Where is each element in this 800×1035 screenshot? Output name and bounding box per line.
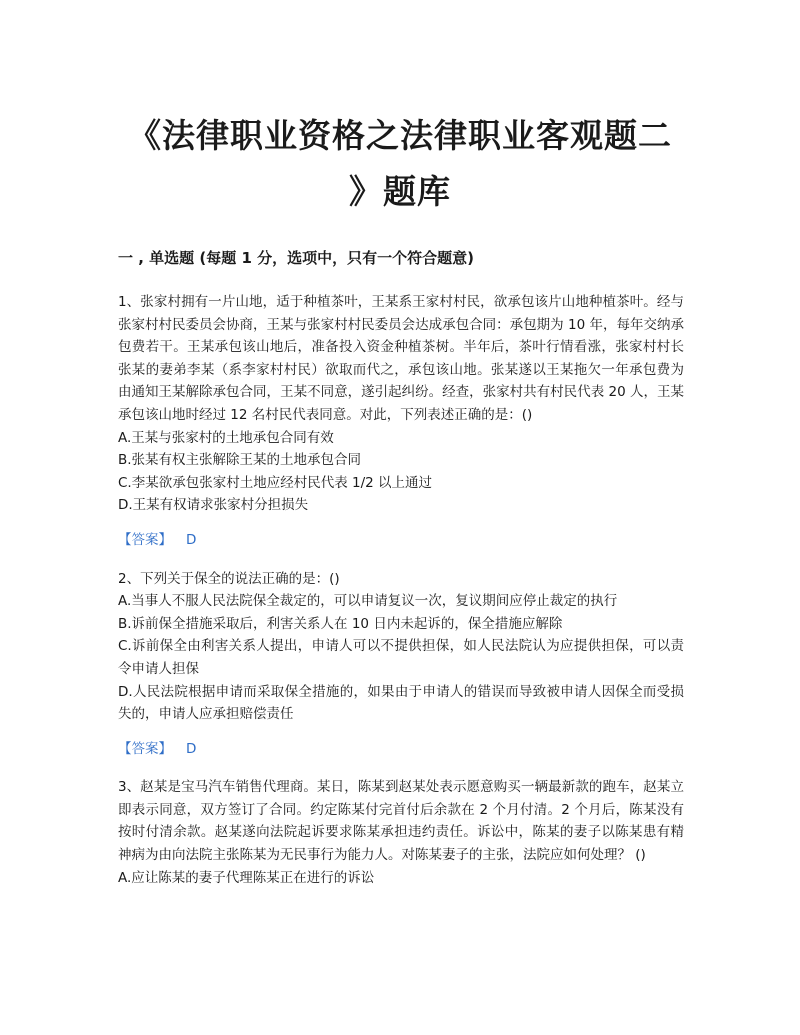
question-1 [118,291,684,552]
question-2 [118,568,684,761]
option-b: B.诉前保全措施采取后，利害关系人在 10 日内未起诉的，保全措施应解除 [118,615,563,632]
question-stem: 1、张家村拥有一片山地，适于种植茶叶，王某系王家村村民，欲承包该片山地种植茶叶。经与张家村村民委员会协商，王某与张家村村民委员会达成承包合同：承包期为 10 年，每年交纳承包费若干。王某承包该山地后，准备投入资金种植茶树。半年后，茶叶行情看涨，张家村村长张某的妻弟李某（系李家村村民）欲取而代之，承包该山地。张某遂以王某拖欠一年承包费为由通知王某解除承包合同，王某不同意，遂引起纠纷。经查，张家村共有村民代表 20 人，王某承包该山地时经过 12 名村民代表同意。对此，下列表述正确的是：() [118,294,684,423]
question-3 [118,776,684,889]
document-title [110,108,690,220]
title-line-2: 》题库 [349,172,451,211]
option-a: A.当事人不服人民法院保全裁定的，可以申请复议一次，复议期间应停止裁定的执行 [118,593,618,610]
answer-line [118,529,684,552]
question-list [118,291,684,905]
option-c: C.李某欲承包张家村土地应经村民代表 1/2 以上通过 [118,474,433,491]
section-heading: 一 , 单选题 (每题 1 分，选项中，只有一个符合题意) [118,249,474,267]
question-stem: 3、赵某是宝马汽车销售代理商。某日，陈某到赵某处表示愿意购买一辆最新款的跑车，赵某立即表示同意，双方签订了合同。约定陈某付完首付后余款在 2 个月付清。2 个月后，陈某没有按时付清余款。赵某遂向法院起诉要求陈某承担违约责任。诉讼中，陈某的妻子以陈某患有精神病为由向法院主张陈某为无民事行为能力人。对陈某妻子的主张，法院应如何处理？ () [118,779,684,864]
answer-value: D [186,531,197,548]
option-c: C.诉前保全由利害关系人提出，申请人可以不提供担保，如人民法院认为应提供担保，可以责令申请人担保 [118,638,684,677]
answer-value: D [186,740,197,757]
answer-label: 【答案】 [118,740,172,757]
answer-label: 【答案】 [118,531,172,548]
option-d: D.王某有权请求张家村分担损失 [118,497,309,514]
option-a: A.王某与张家村的土地承包合同有效 [118,429,334,446]
answer-line [118,738,684,761]
option-d: D.人民法院根据申请而采取保全措施的，如果由于申请人的错误而导致被申请人因保全而受损失的，申请人应承担赔偿责任 [118,683,684,723]
option-a: A.应让陈某的妻子代理陈某正在进行的诉讼 [118,869,375,886]
option-b: B.张某有权主张解除王某的土地承包合同 [118,452,362,469]
question-stem: 2、下列关于保全的说法正确的是：() [118,570,340,587]
title-line-1: 《法律职业资格之法律职业客观题二 [128,116,672,155]
